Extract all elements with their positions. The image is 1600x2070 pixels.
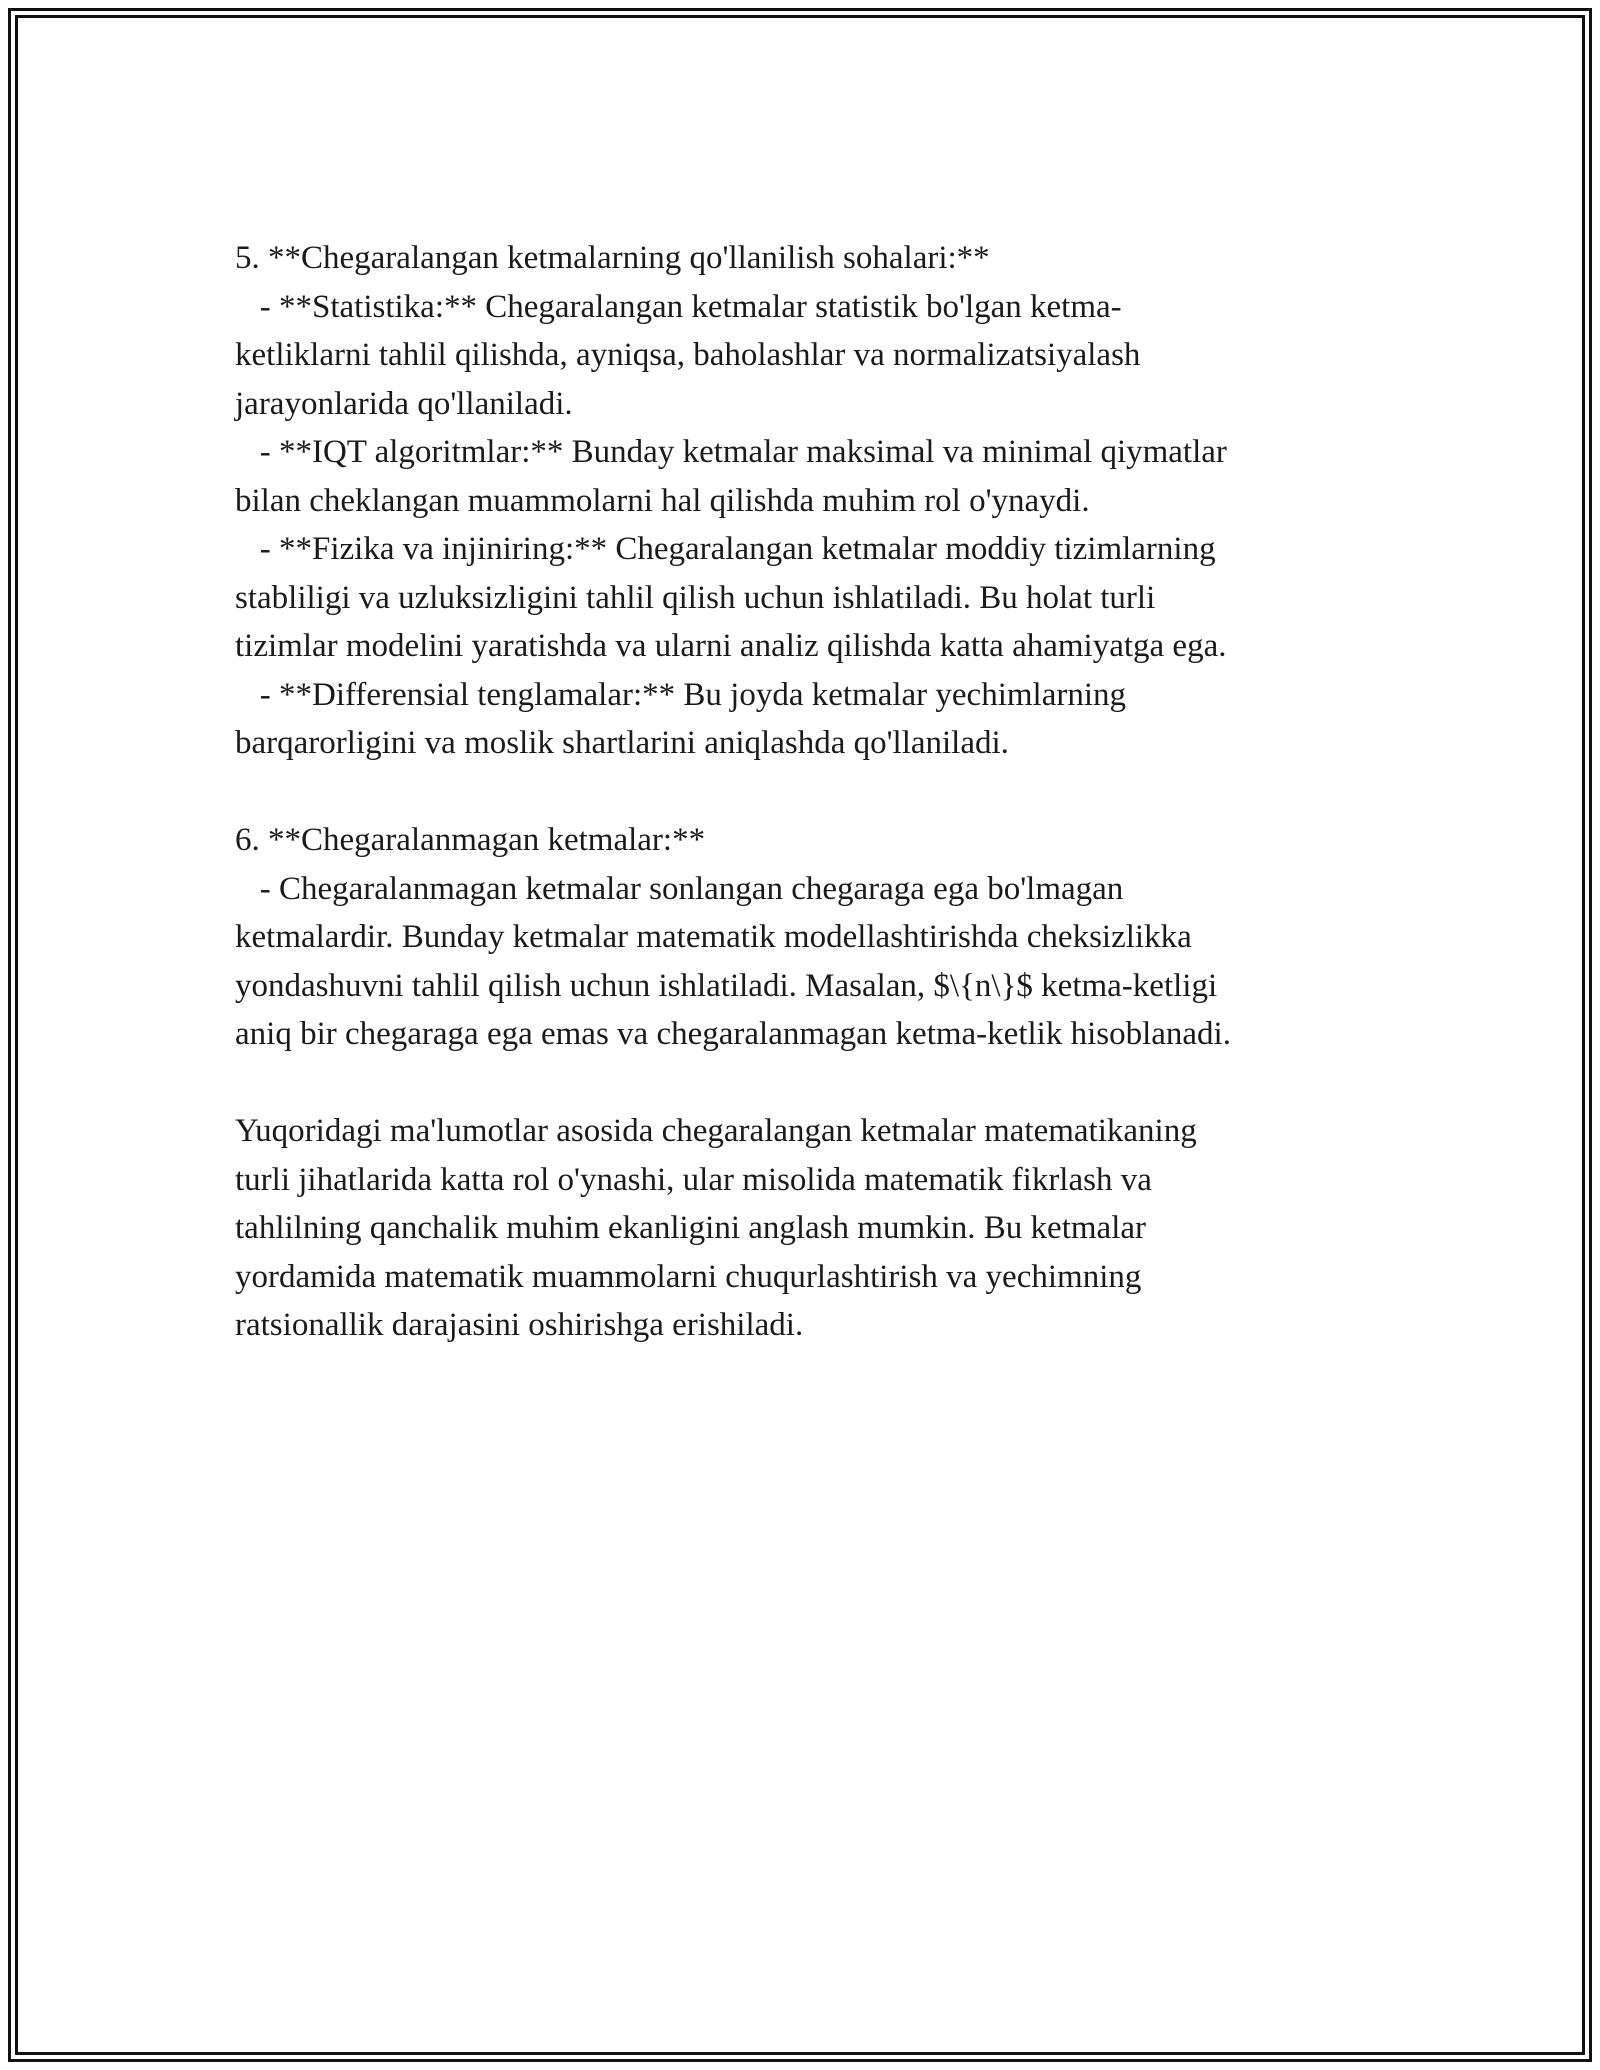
conclusion-line: tahlilning qanchalik muhim ekanligini anglash mumkin. Bu ketmalar: [235, 1210, 1146, 1246]
conclusion-line: Yuqoridagi ma'lumotlar asosida chegaralangan ketmalar matematikaning: [235, 1113, 1197, 1149]
section-5-line: - **Fizika va injiniring:** Chegaralangan ketmalar moddiy tizimlarning: [235, 531, 1216, 567]
section-6-line: yondashuvni tahlil qilish uchun ishlatiladi. Masalan, $\{n\}$ ketma-ketligi: [235, 967, 1218, 1004]
section-5-line: bilan cheklangan muammolarni hal qilishda muhim rol o'ynaydi.: [235, 482, 1090, 519]
section-5-line: barqarorligini va moslik shartlarini aniqlashda qo'llaniladi.: [235, 725, 1009, 761]
section-5-line: ketliklarni tahlil qilishda, ayniqsa, baholashlar va normalizatsiyalash: [235, 337, 1141, 373]
section-5-line: jarayonlarida qo'llaniladi.: [235, 385, 573, 422]
document-body: [235, 234, 1395, 1350]
conclusion-line: ratsionallik darajasini oshirishga erishiladi.: [235, 1307, 804, 1343]
section-6-heading: 6. **Chegaralanmagan ketmalar:**: [235, 822, 706, 858]
section-5-line: - **Differensial tenglamalar:** Bu joyda ketmalar yechimlarning: [235, 676, 1127, 713]
section-5-heading: 5. **Chegaralangan ketmalarning qo'llanilish sohalari:**: [235, 240, 990, 276]
paragraph-gap: [235, 1059, 1395, 1108]
section-6: [235, 816, 1395, 1059]
conclusion-paragraph: [235, 1107, 1395, 1350]
paragraph-gap: [235, 768, 1395, 817]
conclusion-line: yordamida matematik muammolarni chuqurlashtirish va yechimning: [235, 1258, 1142, 1295]
section-5-line: stabliligi va uzluksizligini tahlil qilish uchun ishlatiladi. Bu holat turli: [235, 579, 1156, 616]
section-5-line: - **IQT algoritmlar:** Bunday ketmalar maksimal va minimal qiymatlar: [235, 434, 1227, 470]
section-6-line: aniq bir chegaraga ega emas va chegaralanmagan ketma-ketlik hisoblanadi.: [235, 1016, 1231, 1052]
section-6-line: - Chegaralanmagan ketmalar sonlangan chegaraga ega bo'lmagan: [235, 870, 1124, 907]
section-6-line: ketmalardir. Bunday ketmalar matematik modellashtirishda cheksizlikka: [235, 919, 1192, 955]
section-5: [235, 234, 1395, 768]
section-5-line: tizimlar modelini yaratishda va ularni analiz qilishda katta ahamiyatga ega.: [235, 628, 1227, 664]
conclusion-line: turli jihatlarida katta rol o'ynashi, ular misolida matematik fikrlash va: [235, 1161, 1152, 1198]
section-5-line: - **Statistika:** Chegaralangan ketmalar statistik bo'lgan ketma-: [235, 288, 1122, 325]
